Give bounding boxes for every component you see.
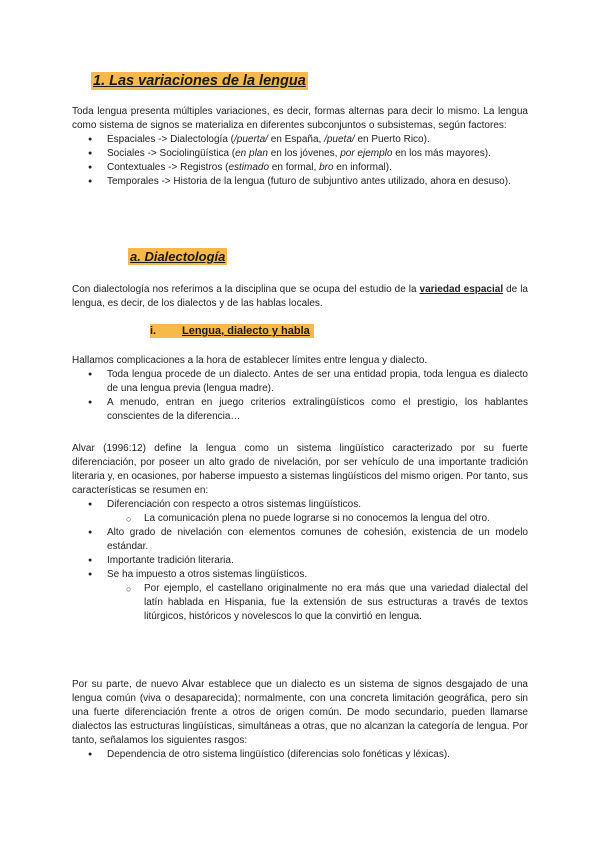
list-item: ● Se ha impuesto a otros sistemas lingüísticos. (72, 568, 528, 582)
list-item: ● Contextuales -> Registros (estimado en formal, bro en informal). (72, 161, 528, 175)
alvar-lengua-paragraph: Alvar (1996:12) define la lengua como un sistema lingüístico caracterizado por su fuerte diferenciación, por poseer un alto grado de nivelación, por ser vehículo de una importante tradición literaria y, en ocasiones, por haberse impuesto a sistemas lingüísticos del mismo origen. Por tanto, sus características se resumen en: (72, 443, 528, 496)
alvar-dialecto-paragraph: Por su parte, de nuevo Alvar establece que un dialecto es un sistema de signos desgajado de una lengua común (viva o desaparecida); normalmente, con una concreta limitación geográfica, pero sin una fuerte diferenciación frente a otros de origen común. De modo secundario, pueden llamarse dialectos las estructuras lingüísticas, simultáneas a otras, que no alcanzan la categoría de lengua. Por tanto, señalamos los siguientes rasgos: (72, 679, 528, 746)
heading-variaciones: 1. Las variaciones de la lengua (93, 73, 306, 89)
complications-section (72, 354, 528, 424)
list-item: ● Espaciales -> Dialectología (/puerta/ en España, /pueta/ en Puerto Rico). (72, 133, 528, 147)
list-item: ● Dependencia de otro sistema lingüístico (diferencias solo fonéticas y léxicas). (72, 748, 528, 762)
dialect-paragraph: Con dialectología nos referimos a la disciplina que se ocupa del estudio de la variedad espacial de la lengua, es decir, de los dialectos y de las hablas locales. (72, 284, 528, 309)
list-item: ● Importante tradición literaria. (72, 554, 528, 568)
dialect-section (72, 283, 528, 311)
factors-list (72, 133, 528, 189)
list-item: ● Temporales -> Historia de la lengua (futuro de subjuntivo antes utilizado, ahora en desuso). (72, 175, 528, 189)
list-item: ● Diferenciación con respecto a otros sistemas lingüísticos. (72, 498, 528, 512)
alvar-dialecto-section (72, 678, 528, 762)
heading-dialectologia: a. Dialectología (130, 249, 226, 264)
intro-section (72, 105, 528, 189)
sub-list-item: ○ La comunicación plena no puede lograrse si no conocemos la lengua del otro. (72, 512, 528, 526)
heading-lengua-dialecto-habla: i. Lengua, dialecto y habla (150, 324, 314, 338)
list-item: ● A menudo, entran en juego criterios extralingüísticos como el prestigio, los hablantes conscientes de la diferencia… (72, 396, 528, 424)
sub-list-item: ○ Por ejemplo, el castellano originalmente no era más que una variedad dialectal del latín hablada en Hispania, fue la extensión de sus estructuras a través de textos litúrgicos, históricos y novelescos lo que la convirtió en lengua. (72, 582, 528, 624)
complications-paragraph: Hallamos complicaciones a la hora de establecer límites entre lengua y dialecto. (72, 355, 428, 366)
list-item: ● Toda lengua procede de un dialecto. Antes de ser una entidad propia, toda lengua es dialecto de una lengua previa (lengua madre). (72, 368, 528, 396)
list-item: ● Sociales -> Sociolingüística (en plan en los jóvenes, por ejemplo en los más mayores). (72, 147, 528, 161)
alvar-lengua-section (72, 442, 528, 624)
intro-paragraph: Toda lengua presenta múltiples variaciones, es decir, formas alternas para decir lo mismo. La lengua como sistema de signos se materializa en diferentes subconjuntos o subsistemas, según factores: (72, 106, 528, 131)
list-item: ● Alto grado de nivelación con elementos comunes de cohesión, existencia de un modelo estándar. (72, 526, 528, 554)
